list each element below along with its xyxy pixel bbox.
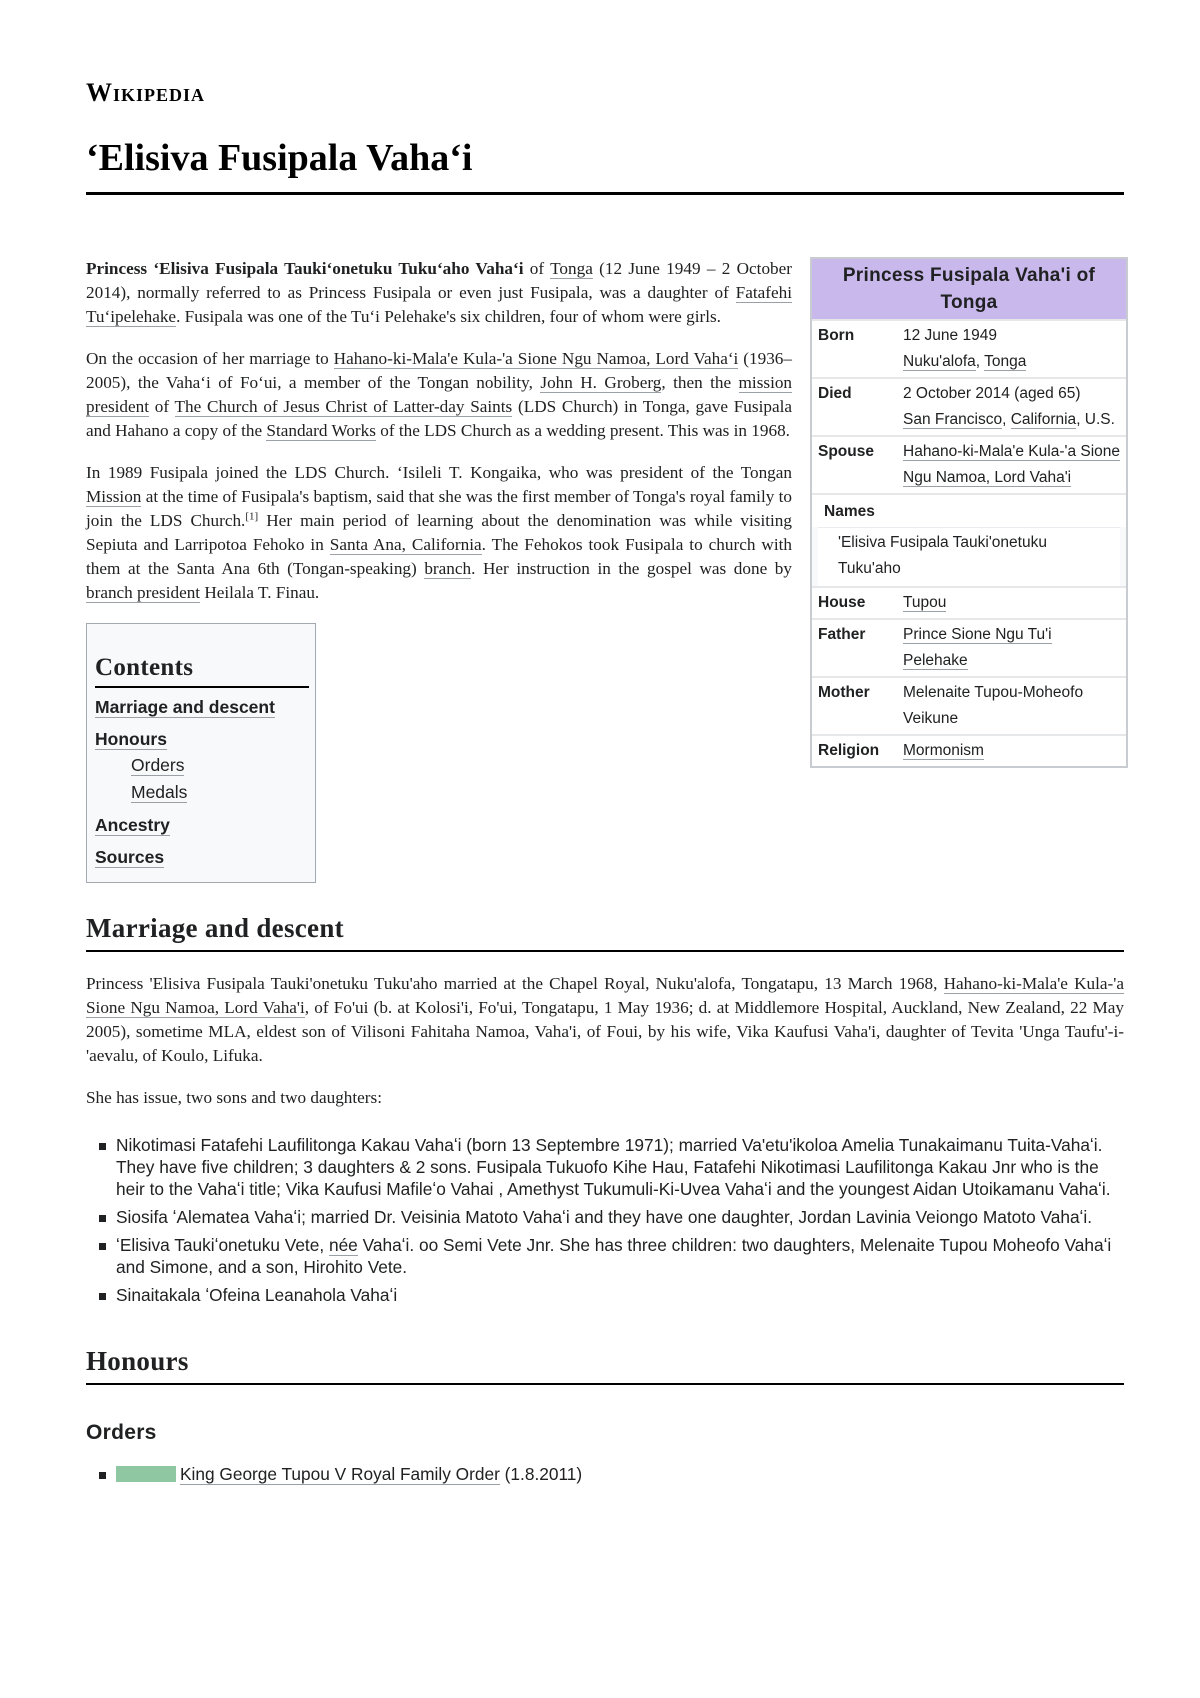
text: . Fusipala was one of the Tuʻi Pelehake's six children, four of whom were girls.	[176, 307, 721, 326]
order-date: (1.8.2011)	[499, 1464, 583, 1484]
list-item	[86, 1463, 1124, 1485]
issue-list	[86, 1134, 1124, 1306]
infobox-label: Father	[818, 626, 866, 643]
infobox-row-born	[812, 319, 1126, 377]
link-san-francisco[interactable]: San Francisco	[903, 411, 1003, 428]
link-branch-president[interactable]: branch president	[86, 583, 201, 602]
text: of the LDS Church as a wedding present. This was in 1968.	[375, 421, 790, 440]
toc-item-marriage[interactable]	[95, 694, 309, 720]
link-spouse[interactable]: Hahano-ki-Mala'e Kula-'a Sione Ngu Namoa, Lord Vaha'i	[903, 443, 1121, 486]
link-hahano[interactable]: Hahano-ki-Mala'e Kula-'a Sione Ngu Namoa, Lord Vaha'i	[86, 974, 1124, 1017]
infobox-row-spouse	[812, 435, 1126, 493]
text: , of Fo'ui (b. at Kolosi'i, Fo'ui, Tongatapu, 1 May 1936; d. at Middlemore Hospital, Auckland, New Zealand, 22 May 2005), sometime MLA, eldest son of Vilisoni Fahitaha Namoa, Vaha'i, of Foui, by his wife, Vika Kaufusi Vaha'i, daughter of Tevita 'Unga Taufu'-i-'aevalu, of Koulo, Lifuka.	[86, 998, 1124, 1065]
toc-title: Contents	[95, 654, 309, 688]
link-mission[interactable]: Mission	[86, 487, 142, 506]
infobox-row-house	[812, 586, 1126, 618]
text: Her main period of learning about the denomination was while visiting Sepiuta and Larripotoa Fehoko in	[86, 511, 792, 554]
died-country: , U.S.	[1076, 411, 1115, 428]
subject-name: Princess ʻElisiva Fusipala Taukiʻonetuku Tukuʻaho Vahaʻi	[86, 259, 524, 278]
toc-item-honours[interactable]	[95, 726, 309, 752]
link-tonga[interactable]: Tonga	[550, 259, 593, 278]
infobox-value	[903, 381, 1120, 433]
link-mission-president[interactable]: mission president	[86, 373, 793, 416]
link-groberg[interactable]: John H. Groberg	[540, 373, 662, 392]
infobox-value: Melenaite Tupou-Moheofo Veikune	[903, 684, 1084, 727]
link-standard-works[interactable]: Standard Works	[266, 421, 376, 440]
link-tupou[interactable]: Tupou	[903, 594, 947, 611]
link-tonga[interactable]: Tonga	[984, 353, 1027, 370]
toc-subitem-orders[interactable]	[95, 752, 309, 779]
infobox-row-father	[812, 618, 1126, 676]
link-father[interactable]: Prince Sione Ngu Tu'i Pelehake	[903, 626, 1052, 669]
article-page	[86, 78, 1124, 1491]
text: On the occasion of her marriage to	[86, 349, 334, 368]
lead-paragraph-2	[86, 347, 792, 443]
text: . The Fehokos took Fusipala to church with them at the Santa Ana 6th (Tongan-speaking)	[86, 535, 792, 578]
toc-item-label: Medals	[131, 782, 188, 802]
born-date: 12 June 1949	[903, 327, 997, 344]
citation-ref[interactable]: [1]	[245, 510, 259, 523]
section-heading-marriage: Marriage and descent	[86, 913, 1124, 952]
subsection-heading-orders: Orders	[86, 1421, 157, 1444]
text: In 1989 Fusipala joined the LDS Church. ʻIsileli T. Kongaika, who was president of the Tongan	[86, 463, 792, 482]
lead-section	[86, 257, 792, 605]
infobox-label: House	[818, 594, 866, 611]
infobox-row-died	[812, 377, 1126, 435]
separator: ,	[1002, 411, 1011, 428]
section-marriage	[86, 913, 1124, 1306]
infobox-row-religion	[812, 734, 1126, 766]
infobox-names-value: 'Elisiva Fusipala Tauki'onetuku Tuku'aho	[818, 527, 1120, 586]
infobox-label: Died	[818, 385, 852, 402]
ribbon-icon	[116, 1466, 176, 1482]
link-santa-ana[interactable]: Santa Ana, California	[329, 535, 482, 554]
list-item: Nikotimasi Fatafehi Laufilitonga Kakau Vahaʻi (born 13 Septembre 1971); married Va'etu'ikoloa Amelia Tunakaimanu Tuita-Vahaʻi. They have five children; 3 daughters & 2 sons. Fusipala Tukuofo Kihe Hau, Fatafehi Nikotimasi Laufilitonga Kakau Jnr who is the heir to the Vahaʻi title; Vika Kaufusi Mafileʻo Vahai , Amethyst Tukumuli-Ki-Uvea Vahaʻi and the youngest Aidan Utoikamanu Vahaʻi.	[86, 1134, 1124, 1200]
toc-item-label: Orders	[131, 755, 185, 775]
infobox-row-mother	[812, 676, 1126, 734]
separator: ,	[975, 353, 985, 370]
toc-item-sources[interactable]	[95, 844, 309, 870]
text: . Her instruction in the gospel was done by	[471, 559, 792, 578]
text: Princess 'Elisiva Fusipala Tauki'onetuku Tuku'aho married at the Chapel Royal, Nuku'alofa, Tongatapu, 13 March 1968,	[86, 974, 944, 993]
marriage-paragraph-2: She has issue, two sons and two daughters:	[86, 1088, 382, 1107]
infobox-label: Born	[818, 327, 855, 344]
list-item	[86, 1234, 1124, 1278]
text: at the time of Fusipala's baptism, said that she was the first member of Tonga's royal family to join the LDS Church.	[86, 487, 792, 530]
infobox-value	[903, 439, 1120, 491]
lead-paragraph-1	[86, 257, 792, 329]
infobox-value	[903, 738, 1120, 764]
orders-list	[86, 1463, 1124, 1485]
infobox-value	[903, 323, 1120, 375]
infobox-title: Princess Fusipala Vaha'i of Tonga	[812, 259, 1126, 319]
text: of	[149, 397, 175, 416]
infobox-label: Spouse	[818, 443, 874, 460]
table-of-contents	[86, 623, 316, 883]
infobox-value	[903, 590, 1120, 616]
link-fatafehi[interactable]: Fatafehi Tuʻipelehake	[86, 283, 792, 326]
link-branch[interactable]: branch	[424, 559, 472, 578]
text: (1936–2005), the Vahaʻi of Foʻui, a member of the Tongan nobility,	[86, 349, 792, 392]
toc-item-ancestry[interactable]	[95, 812, 309, 838]
infobox-label: Religion	[818, 742, 880, 759]
list-item: Sinaitakala ʻOfeina Leanahola Vahaʻi	[86, 1284, 1124, 1306]
link-lds-church[interactable]: The Church of Jesus Christ of Latter-day Saints	[174, 397, 513, 416]
infobox-label: Mother	[818, 684, 870, 701]
died-date: 2 October 2014 (aged 65)	[903, 385, 1081, 402]
lead-paragraph-3	[86, 461, 792, 605]
section-heading-honours: Honours	[86, 1346, 1124, 1385]
text: , then the	[661, 373, 739, 392]
toc-item-label: Honours	[95, 729, 167, 749]
list-item: Siosifa ʻAlematea Vahaʻi; married Dr. Veisinia Matoto Vahaʻi and they have one daughter, Jordan Lavinia Veiongo Matoto Vahaʻi.	[86, 1206, 1124, 1228]
link-mormonism[interactable]: Mormonism	[903, 742, 984, 759]
toc-item-label: Sources	[95, 847, 165, 867]
link-california[interactable]: California	[1010, 411, 1077, 428]
text: Vahaʻi. oo Semi Vete Jnr. She has three children: two daughters, Melenaite Tupou Moheofo Vahaʻi and Simone, and a son, Hirohito Vete.	[116, 1235, 1112, 1277]
text: of	[523, 259, 551, 278]
infobox-value	[903, 622, 1120, 674]
toc-item-label: Ancestry	[95, 815, 170, 835]
text: Heilala T. Finau.	[200, 583, 320, 602]
text: ʻElisiva Taukiʻonetuku Vete,	[116, 1235, 329, 1255]
link-royal-family-order[interactable]: King George Tupou V Royal Family Order	[180, 1464, 500, 1484]
link-hahano[interactable]: Hahano-ki-Mala'e Kula-'a Sione Ngu Namoa, Lord Vahaʻi	[333, 349, 739, 368]
toc-subitem-medals[interactable]	[95, 779, 309, 806]
section-honours	[86, 1346, 1124, 1485]
wikipedia-logo[interactable]: Wikipedia	[86, 78, 206, 107]
page-title: ʻElisiva Fusipala Vahaʻi	[86, 134, 1124, 195]
infobox	[810, 257, 1128, 768]
text: (LDS Church) in Tonga, gave Fusipala and Hahano a copy of the	[86, 397, 792, 440]
marriage-paragraph-1	[86, 972, 1124, 1068]
link-nukualofa[interactable]: Nuku'alofa	[903, 353, 976, 370]
text: (12 June 1949 – 2 October 2014), normally referred to as Princess Fusipala or even just Fusipala, was a daughter of	[86, 259, 792, 302]
article-content	[86, 257, 1124, 1485]
infobox-names-header: Names	[812, 493, 1126, 527]
link-nee[interactable]: née	[328, 1235, 358, 1255]
toc-item-label: Marriage and descent	[95, 697, 275, 717]
